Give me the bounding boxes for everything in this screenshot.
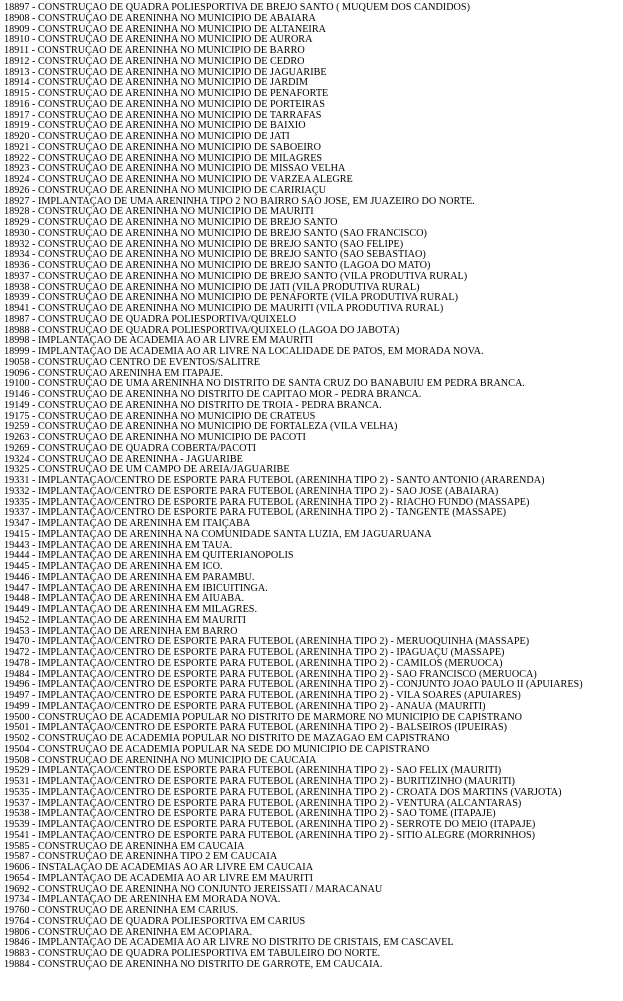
list-item: 18909 - CONSTRUÇÃO DE ARENINHA NO MUNICÍPIO DE ALTANEIRA: [4, 24, 326, 35]
list-item: 19415 - IMPLANTAÇÃO DE ARENINHA NA COMUNIDADE SANTA LUZIA, EM JAGUARUANA: [4, 529, 432, 540]
list-item: 19734 - IMPLANTAÇÃO DE ARENINHA EM MORADA NOVA.: [4, 895, 281, 906]
list-item: 19335 - IMPLANTAÇÃO/CENTRO DE ESPORTE PARA FUTEBOL (ARENINHA TIPO 2) - RIACHO FUNDO (MASSAPÊ): [4, 497, 530, 508]
list-item: 19449 - IMPLANTAÇÃO DE ARENINHA EM MILAGRES.: [4, 605, 258, 615]
list-item: 19269 - CONSTRUÇÃO DE QUADRA COBERTA/PACOTI: [4, 443, 257, 454]
list-item: 18988 - CONSTRUÇÃO DE QUADRA POLIESPORTIVA/QUIXELÔ (LAGOA DO JABOTÁ): [4, 325, 400, 336]
list-item: 19585 - CONSTRUÇÃO DE ARENINHA EM CAUCAIA: [4, 841, 245, 852]
list-item: 18936 - CONSTRUÇÃO DE ARENINHA NO MUNICÍPIO DE BREJO SANTO (LAGOA DO MATO): [4, 261, 431, 271]
list-item: 19259 - CONSTRUÇÃO DE ARENINHA NO MUNICÍPIO DE FORTALEZA (VILA VELHA): [4, 422, 398, 433]
list-item: 19096 - CONSTRUÇÃO ARENINHA EM ITAPAJÉ.: [4, 368, 223, 379]
project-list: [4, 3, 619, 981]
list-item: 18999 - IMPLANTAÇÃO DE ACADEMIA AO AR LIVRE NA LOCALIDADE DE PATOS, EM MORADA NOVA.: [4, 347, 484, 357]
list-item: 19606 - INSTALAÇÃO DE ACADEMIAS AO AR LIVRE EM CAUCAIA: [4, 863, 314, 873]
list-item: 19529 - IMPLANTAÇÃO/CENTRO DE ESPORTE PARA FUTEBOL (ARENINHA TIPO 2) - SÃO FÉLIX (MAURITI): [4, 766, 502, 777]
list-item: 19508 - CONSTRUÇÃO DE ARENINHA NO MUNICÍPIO DE CAUCAIA: [4, 755, 317, 766]
list-item: 18987 - CONSTRUÇÃO DE QUADRA POLIESPORTIVA/QUIXELÔ: [4, 314, 297, 325]
list-item: 18922 - CONSTRUÇÃO DE ARENINHA NO MUNICÍPIO DE MILAGRES: [4, 153, 323, 164]
list-item: 18937 - CONSTRUÇÃO DE ARENINHA NO MUNICÍPIO DE BREJO SANTO (VILA PRODUTIVA RURAL): [4, 271, 468, 282]
list-item: 18929 - CONSTRUÇÃO DE ARENINHA NO MUNICÍPIO DE BREJO SANTO: [4, 218, 338, 228]
list-item: 19452 - IMPLANTAÇÃO DE ARENINHA EM MAURITI: [4, 615, 246, 626]
list-item: 18939 - CONSTRUÇÃO DE ARENINHA NO MUNICÍPIO DE PENAFORTE (VILA PRODUTIVA RURAL): [4, 293, 458, 304]
list-item: 18941 - CONSTRUÇÃO DE ARENINHA NO MUNICÍPIO DE MAURITI (VILA PRODUTIVA RURAL): [4, 304, 444, 314]
list-item: 18921 - CONSTRUÇÃO DE ARENINHA NO MUNICÍPIO DE SABOEIRO: [4, 142, 321, 153]
list-item: 19448 - IMPLANTAÇÃO DE ARENINHA EM AIUABA.: [4, 594, 245, 605]
list-item: 19501 - IMPLANTAÇÃO/CENTRO DE ESPORTE PARA FUTEBOL (ARENINHA TIPO 2) - BALSEIROS (IPUEIRAS): [4, 723, 508, 734]
list-item: 19444 - IMPLANTAÇÃO DE ARENINHA EM QUITERIANÓPOLIS: [4, 551, 294, 562]
list-item: 19499 - IMPLANTAÇÃO/CENTRO DE ESPORTE PARA FUTEBOL (ARENINHA TIPO 2) - ANAUÁ (MAURITI): [4, 701, 486, 712]
list-item: 19883 - CONSTRUÇÃO DE QUADRA POLIESPORTIVA EM TABULEIRO DO NORTE.: [4, 949, 381, 959]
list-item: 19538 - IMPLANTAÇÃO/CENTRO DE ESPORTE PARA FUTEBOL (ARENINHA TIPO 2) - SÃO TOMÉ (ITAPAJÉ): [4, 809, 496, 820]
list-item: 19764 - CONSTRUÇÃO DE QUADRA POLIESPORTIVA EM CARIÚS: [4, 916, 306, 927]
list-item: 18911 - CONSTRUÇÃO DE ARENINHA NO MUNICÍPIO DE BARRO: [4, 46, 305, 56]
list-item: 19806 - CONSTRUÇÃO DE ARENINHA EM ACOPIARA.: [4, 927, 253, 938]
list-item: 19539 - IMPLANTAÇÃO/CENTRO DE ESPORTE PARA FUTEBOL (ARENINHA TIPO 2) - SERROTE DO MEIO (ITAPAJÉ): [4, 820, 536, 830]
list-item: 18914 - CONSTRUÇÃO DE ARENINHA NO MUNICÍPIO DE JARDIM: [4, 78, 308, 89]
list-item: 19692 - CONSTRUÇÃO DE ARENINHA NO CONJUNTO JEREISSATI / MARACANAÚ: [4, 884, 383, 895]
list-item: 18998 - IMPLANTAÇÃO DE ACADEMIA AO AR LIVRE EM MAURITI: [4, 336, 314, 347]
list-item: 19324 - CONSTRUÇÃO DE ARENINHA - JAGUARIBE: [4, 454, 243, 465]
list-item: 18920 - CONSTRUÇÃO DE ARENINHA NO MUNICÍPIO DE JATI: [4, 132, 290, 142]
list-item: 18930 - CONSTRUÇÃO DE ARENINHA NO MUNICÍPIO DE BREJO SANTO (SÃO FRANCISCO): [4, 228, 427, 239]
list-item: 19175 - CONSTRUÇÃO DE ARENINHA NO MUNICÍPIO DE CRATEÚS: [4, 411, 316, 422]
list-item: 19100 - CONSTRUÇÃO DE UMA ARENINHA NO DISTRITO DE SANTA CRUZ DO BANABUIÚ EM PEDRA BRANCA.: [4, 379, 525, 390]
list-item: 18938 - CONSTRUÇÃO DE ARENINHA NO MUNICÍPIO DE JATI (VILA PRODUTIVA RURAL): [4, 282, 420, 293]
list-item: 18913 - CONSTRUÇÃO DE ARENINHA NO MUNICÍPIO DE JAGUARIBE: [4, 67, 327, 78]
list-item: 19760 - CONSTRUÇÃO DE ARENINHA EM CARIÚS.: [4, 906, 239, 916]
list-item: 18924 - CONSTRUÇÃO DE ARENINHA NO MUNICÍPIO DE VÁRZEA ALEGRE: [4, 175, 353, 185]
list-item: 18928 - CONSTRUÇÃO DE ARENINHA NO MUNICÍPIO DE MAURITI: [4, 207, 314, 218]
list-item: 19331 - IMPLANTAÇÃO/CENTRO DE ESPORTE PARA FUTEBOL (ARENINHA TIPO 2) - SANTO ANTÔNIO (ARARENDÁ): [4, 476, 545, 486]
list-item: 19337 - IMPLANTAÇÃO/CENTRO DE ESPORTE PARA FUTEBOL (ARENINHA TIPO 2) - TANGENTE (MASSAPÊ): [4, 508, 507, 519]
list-item: 19537 - IMPLANTAÇÃO/CENTRO DE ESPORTE PARA FUTEBOL (ARENINHA TIPO 2) - VENTURA (ALCÂNTARAS): [4, 798, 522, 809]
list-item: 18908 - CONSTRUÇÃO DE ARENINHA NO MUNICÍPIO DE ABAIARA: [4, 13, 316, 24]
list-item: 18915 - CONSTRUÇÃO DE ARENINHA NO MUNICÍPIO DE PENAFORTE: [4, 89, 329, 99]
list-item: 19504 - CONSTRUÇÃO DE ACADEMIA POPULAR NA SEDE DO MUNICÍPIO DE CAPISTRANO: [4, 744, 430, 755]
list-item: 19587 - CONSTRUÇÃO DE ARENINHA TIPO 2 EM CAUCAIA: [4, 852, 278, 863]
list-item: 19500 - CONSTRUÇÃO DE ACADEMIA POPULAR NO DISTRITO DE MARMORÉ NO MUNICÍPIO DE CAPISTRANO: [4, 712, 522, 723]
list-item: 19496 - IMPLANTAÇÃO/CENTRO DE ESPORTE PARA FUTEBOL (ARENINHA TIPO 2) - CONJUNTO JOÃO PAULO II (APUIARÉS): [4, 680, 583, 691]
list-item: 19146 - CONSTRUÇÃO DE ARENINHA NO DISTRITO DE CAPITÃO MOR - PEDRA BRANCA.: [4, 390, 422, 400]
list-item: 19347 - IMPLANTAÇÃO DE ARENINHA EM ITAIÇABA: [4, 519, 251, 529]
list-item: [4, 971, 619, 982]
list-item: 19447 - IMPLANTAÇÃO DE ARENINHA EM IBICUITINGA.: [4, 583, 268, 594]
list-item: 19446 - IMPLANTAÇÃO DE ARENINHA EM PARAMBU.: [4, 572, 255, 583]
list-item: 19541 - IMPLANTAÇÃO/CENTRO DE ESPORTE PARA FUTEBOL (ARENINHA TIPO 2) - SÍTIO ALEGRE (MORRINHOS): [4, 830, 536, 841]
list-item: 18917 - CONSTRUÇÃO DE ARENINHA NO MUNICÍPIO DE TARRAFAS: [4, 110, 322, 121]
list-item: 18916 - CONSTRUÇÃO DE ARENINHA NO MUNICÍPIO DE PORTEIRAS: [4, 99, 325, 110]
list-item: 19453 - IMPLANTAÇÃO DE ARENINHA EM BARRO: [4, 626, 238, 637]
list-item: 19884 - CONSTRUÇÃO DE ARENINHA NO DISTRITO DE GARROTE, EM CAUCAIA.: [4, 959, 383, 970]
list-item: 18910 - CONSTRUÇÃO DE ARENINHA NO MUNICÍPIO DE AURORA: [4, 35, 313, 46]
list-item: 19497 - IMPLANTAÇÃO/CENTRO DE ESPORTE PARA FUTEBOL (ARENINHA TIPO 2) - VILA SOARES (APUIARÉS): [4, 691, 521, 701]
list-item: 18919 - CONSTRUÇÃO DE ARENINHA NO MUNICÍPIO DE BAIXIO: [4, 121, 306, 132]
list-item: 19470 - IMPLANTAÇÃO/CENTRO DE ESPORTE PARA FUTEBOL (ARENINHA TIPO 2) - MERUOQUINHA (MASSAPÊ): [4, 637, 530, 648]
list-item: 19502 - CONSTRUÇÃO DE ACADEMIA POPULAR NO DISTRITO DE MAZAGÃO EM CAPISTRANO: [4, 734, 450, 744]
list-item: 19149 - CONSTRUÇÃO DE ARENINHA NO DISTRITO DE TROIA - PEDRA BRANCA.: [4, 400, 382, 411]
list-item: 19325 - CONSTRUÇÃO DE UM CAMPO DE AREIA/JAGUARIBE: [4, 465, 290, 476]
list-item: 18934 - CONSTRUÇÃO DE ARENINHA NO MUNICÍPIO DE BREJO SANTO (SÃO SEBASTIÃO): [4, 250, 426, 261]
list-item: 19332 - IMPLANTAÇÃO/CENTRO DE ESPORTE PARA FUTEBOL (ARENINHA TIPO 2) - SÃO JOSÉ (ABAIARA): [4, 486, 499, 497]
list-item: 18897 - CONSTRUÇÃO DE QUADRA POLIESPORTIVA DE BREJO SANTO ( MUQUEM DOS CANDIDOS): [4, 3, 470, 13]
list-item: 19443 - IMPLANTAÇÃO DE ARENINHA EM TAUÁ.: [4, 540, 233, 551]
list-item: 18932 - CONSTRUÇÃO DE ARENINHA NO MUNICÍPIO DE BREJO SANTO (SÃO FELIPE): [4, 239, 404, 250]
list-item: 19484 - IMPLANTAÇÃO/CENTRO DE ESPORTE PARA FUTEBOL (ARENINHA TIPO 2) - SÃO FRANCISCO (MERUOCA): [4, 669, 537, 680]
list-item: 19058 - CONSTRUÇÃO CENTRO DE EVENTOS/SALITRE: [4, 357, 260, 368]
list-item: 19846 - IMPLANTAÇÃO DE ACADEMIA AO AR LIVRE NO DISTRITO DE CRISTAIS, EM CASCAVEL: [4, 938, 454, 949]
list-item: 19535 - IMPLANTAÇÃO/CENTRO DE ESPORTE PARA FUTEBOL (ARENINHA TIPO 2) - CROATÁ DOS MARTINS (VARJOTA): [4, 787, 562, 798]
list-item: 18926 - CONSTRUÇÃO DE ARENINHA NO MUNICÍPIO DE CARIRIAÇU: [4, 185, 327, 196]
list-item: 18927 - IMPLANTAÇÃO DE UMA ARENINHA TIPO 2 NO BAIRRO SÃO JOSÉ, EM JUAZEIRO DO NORTE.: [4, 196, 475, 207]
list-item: 19263 - CONSTRUÇÃO DE ARENINHA NO MUNICÍPIO DE PACOTI: [4, 433, 306, 443]
list-item: 19654 - IMPLANTAÇÃO DE ACADEMIA AO AR LIVRE EM MAURITI: [4, 873, 314, 884]
list-item: 19472 - IMPLANTAÇÃO/CENTRO DE ESPORTE PARA FUTEBOL (ARENINHA TIPO 2) - IPAGUAÇU (MASSAPÊ): [4, 648, 505, 658]
list-item: 19445 - IMPLANTAÇÃO DE ARENINHA EM ICÓ.: [4, 562, 223, 572]
list-item: 19478 - IMPLANTAÇÃO/CENTRO DE ESPORTE PARA FUTEBOL (ARENINHA TIPO 2) - CAMILOS (MERUOCA): [4, 658, 503, 669]
list-item: 18912 - CONSTRUÇÃO DE ARENINHA NO MUNICÍPIO DE CEDRO: [4, 56, 305, 67]
list-item: 18923 - CONSTRUÇÃO DE ARENINHA NO MUNICÍPIO DE MISSÃO VELHA: [4, 164, 346, 175]
list-item: 19531 - IMPLANTAÇÃO/CENTRO DE ESPORTE PARA FUTEBOL (ARENINHA TIPO 2) - BURITIZINHO (MAURITI): [4, 777, 515, 787]
